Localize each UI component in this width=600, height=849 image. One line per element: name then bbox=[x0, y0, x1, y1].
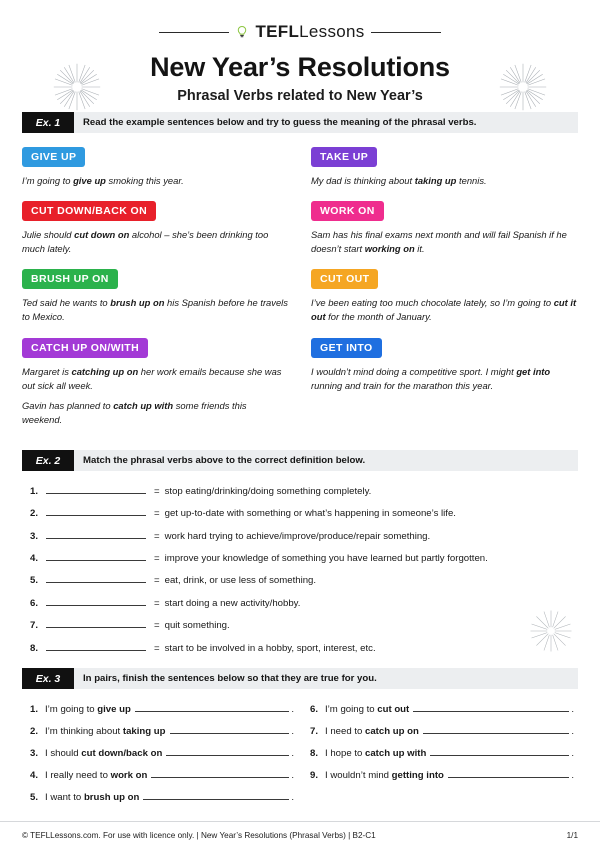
answer-blank[interactable] bbox=[46, 550, 146, 561]
definition-row bbox=[30, 617, 574, 634]
sentence-end-punctuation: . bbox=[291, 704, 294, 716]
sentence-stem: I’m going to give up bbox=[45, 704, 131, 716]
brand-rule-right bbox=[371, 32, 441, 33]
example-sentence: Margaret is catching up on her work emails because she was out sick all week. bbox=[22, 365, 282, 391]
answer-blank[interactable] bbox=[46, 483, 146, 494]
exercise-1-body bbox=[22, 147, 578, 440]
answer-blank[interactable] bbox=[46, 572, 146, 583]
sentence-blank[interactable] bbox=[151, 767, 289, 778]
equals-sign: = bbox=[154, 620, 160, 632]
sentence-end-punctuation: . bbox=[571, 748, 574, 760]
sentence-blank[interactable] bbox=[413, 701, 569, 712]
phrasal-verb-label: TAKE UP bbox=[311, 147, 377, 167]
definition-text: eat, drink, or use less of something. bbox=[164, 575, 317, 587]
finish-sentence-row bbox=[310, 767, 574, 783]
sentence-end-punctuation: . bbox=[291, 791, 294, 803]
definition-list bbox=[30, 483, 574, 656]
sentence-number: 6. bbox=[310, 704, 319, 716]
finish-sentence-row bbox=[310, 723, 574, 739]
sentence-end-punctuation: . bbox=[291, 748, 294, 760]
exercise-3-instruction: In pairs, finish the sentences below so that they are true for you. bbox=[83, 673, 377, 685]
exercise-3-body bbox=[30, 701, 574, 810]
exercise-1-right-column bbox=[311, 147, 578, 440]
equals-sign: = bbox=[154, 508, 160, 520]
equals-sign: = bbox=[154, 553, 160, 565]
answer-blank[interactable] bbox=[46, 640, 146, 651]
exercise-3-header bbox=[22, 668, 578, 689]
sentence-number: 8. bbox=[310, 748, 319, 760]
definition-number: 3. bbox=[30, 530, 39, 542]
finish-sentence-row bbox=[30, 723, 294, 739]
phrasal-verb-label: CUT DOWN/BACK ON bbox=[22, 201, 156, 221]
phrasal-verb-label: GET INTO bbox=[311, 338, 382, 358]
definition-number: 6. bbox=[30, 597, 39, 609]
sentence-number: 3. bbox=[30, 748, 39, 760]
sentence-blank[interactable] bbox=[143, 789, 289, 800]
sentence-number: 7. bbox=[310, 726, 319, 738]
definition-row bbox=[30, 572, 574, 589]
definition-text: start doing a new activity/hobby. bbox=[164, 597, 301, 609]
sentence-end-punctuation: . bbox=[571, 704, 574, 716]
sentence-stem: I want to brush up on bbox=[45, 791, 140, 803]
phrasal-verb-block bbox=[311, 269, 578, 324]
exercise-3-right-column bbox=[310, 701, 574, 810]
phrasal-verb-block bbox=[22, 201, 289, 256]
brand-name-light: Lessons bbox=[299, 22, 365, 41]
definition-text: start to be involved in a hobby, sport, interest, etc. bbox=[164, 642, 376, 654]
sentence-stem: I’m thinking about taking up bbox=[45, 726, 166, 738]
firework-burst-left-icon bbox=[48, 58, 106, 116]
footer-licence-text: © TEFLLessons.com. For use with licence only. | New Year’s Resolutions (Phrasal Verbs) | B2-C1 bbox=[22, 831, 376, 840]
exercise-2-instruction: Match the phrasal verbs above to the correct definition below. bbox=[83, 455, 366, 467]
sentence-number: 5. bbox=[30, 791, 39, 803]
definition-row bbox=[30, 595, 574, 612]
definition-text: stop eating/drinking/doing something completely. bbox=[164, 486, 372, 498]
exercise-1-left-column bbox=[22, 147, 289, 440]
answer-blank[interactable] bbox=[46, 528, 146, 539]
equals-sign: = bbox=[154, 575, 160, 587]
definition-row bbox=[30, 640, 574, 657]
brand-name-bold: TEFL bbox=[255, 22, 300, 41]
sentence-stem: I really need to work on bbox=[45, 769, 148, 781]
firework-burst-right-icon bbox=[494, 58, 552, 116]
definition-text: quit something. bbox=[164, 620, 230, 632]
page-subtitle: Phrasal Verbs related to New Year’s bbox=[177, 88, 423, 105]
sentence-stem: I should cut down/back on bbox=[45, 748, 163, 760]
equals-sign: = bbox=[154, 486, 160, 498]
phrasal-verb-block bbox=[22, 147, 289, 188]
exercise-1-tag: Ex. 1 bbox=[22, 112, 74, 133]
finish-sentence-row bbox=[30, 745, 294, 761]
firework-burst-small-icon bbox=[524, 604, 578, 658]
phrasal-verb-block bbox=[311, 201, 578, 256]
exercise-2-header bbox=[22, 450, 578, 471]
finish-sentence-row bbox=[30, 767, 294, 783]
example-sentence: I wouldn’t mind doing a competitive sport. I might get into running and train for the marathon this year. bbox=[311, 365, 551, 391]
example-sentence: Sam has his final exams next month and will fail Spanish if he doesn’t start working on it. bbox=[311, 229, 567, 255]
phrasal-verb-block bbox=[22, 338, 289, 427]
equals-sign: = bbox=[154, 642, 160, 654]
sentence-end-punctuation: . bbox=[571, 769, 574, 781]
example-sentence: Ted said he wants to brush up on his Spanish before he travels to Mexico. bbox=[22, 297, 288, 323]
equals-sign: = bbox=[154, 530, 160, 542]
exercise-3-tag: Ex. 3 bbox=[22, 668, 74, 689]
sentence-end-punctuation: . bbox=[291, 726, 294, 738]
sentence-stem: I need to catch up on bbox=[325, 726, 419, 738]
definition-number: 2. bbox=[30, 508, 39, 520]
sentence-blank[interactable] bbox=[430, 745, 569, 756]
footer-page-number: 1/1 bbox=[566, 831, 578, 840]
sentence-end-punctuation: . bbox=[571, 726, 574, 738]
definition-text: work hard trying to achieve/improve/produce/repair something. bbox=[164, 530, 431, 542]
definition-row bbox=[30, 483, 574, 500]
phrasal-verb-block bbox=[22, 269, 289, 324]
definition-number: 7. bbox=[30, 620, 39, 632]
phrasal-verb-label: CATCH UP ON/WITH bbox=[22, 338, 148, 358]
definition-row bbox=[30, 550, 574, 567]
exercise-2-tag: Ex. 2 bbox=[22, 450, 74, 471]
example-sentence: Gavin has planned to catch up with some friends this weekend. bbox=[22, 399, 247, 425]
brand-rule-left bbox=[159, 32, 229, 33]
lightbulb-icon bbox=[235, 25, 249, 39]
page-footer bbox=[0, 821, 600, 849]
finish-sentence-row bbox=[30, 789, 294, 805]
finish-sentence-row bbox=[310, 745, 574, 761]
exercise-3-left-column bbox=[30, 701, 294, 810]
phrasal-verb-block bbox=[311, 147, 578, 188]
definition-text: get up-to-date with something or what’s happening in someone’s life. bbox=[164, 508, 456, 520]
example-sentence: I’ve been eating too much chocolate lately, so I’m going to cut it out for the month of January. bbox=[311, 297, 577, 323]
definition-number: 1. bbox=[30, 486, 39, 498]
sentence-number: 4. bbox=[30, 769, 39, 781]
sentence-number: 9. bbox=[310, 769, 319, 781]
definition-row bbox=[30, 528, 574, 545]
example-sentence: Julie should cut down on alcohol – she’s been drinking too much lately. bbox=[22, 229, 269, 255]
example-sentence: I’m going to give up smoking this year. bbox=[22, 175, 184, 187]
brand-header bbox=[0, 0, 600, 42]
example-sentence: My dad is thinking about taking up tennis. bbox=[311, 175, 487, 187]
phrasal-verb-label: GIVE UP bbox=[22, 147, 85, 167]
brand-name bbox=[255, 22, 364, 42]
definition-number: 8. bbox=[30, 642, 39, 654]
sentence-blank[interactable] bbox=[423, 723, 569, 734]
phrasal-verb-label: BRUSH UP ON bbox=[22, 269, 118, 289]
definition-text: improve your knowledge of something you have learned but partly forgotten. bbox=[164, 553, 488, 565]
phrasal-verb-label: WORK ON bbox=[311, 201, 384, 221]
definition-number: 4. bbox=[30, 553, 39, 565]
title-block bbox=[0, 52, 600, 112]
sentence-number: 1. bbox=[30, 704, 39, 716]
phrasal-verb-block bbox=[311, 338, 578, 393]
sentence-stem: I hope to catch up with bbox=[325, 748, 427, 760]
sentence-end-punctuation: . bbox=[291, 769, 294, 781]
finish-sentence-row bbox=[30, 701, 294, 717]
definition-row bbox=[30, 505, 574, 522]
sentence-stem: I wouldn’t mind getting into bbox=[325, 769, 444, 781]
definition-number: 5. bbox=[30, 575, 39, 587]
phrasal-verb-label: CUT OUT bbox=[311, 269, 378, 289]
sentence-blank[interactable] bbox=[166, 745, 289, 756]
finish-sentence-row bbox=[310, 701, 574, 717]
answer-blank[interactable] bbox=[46, 595, 146, 606]
answer-blank[interactable] bbox=[46, 617, 146, 628]
exercise-2-body bbox=[30, 483, 574, 656]
page-title: New Year’s Resolutions bbox=[150, 52, 450, 82]
sentence-stem: I’m going to cut out bbox=[325, 704, 410, 716]
sentence-blank[interactable] bbox=[448, 767, 569, 778]
sentence-blank[interactable] bbox=[135, 701, 289, 712]
sentence-number: 2. bbox=[30, 726, 39, 738]
equals-sign: = bbox=[154, 597, 160, 609]
answer-blank[interactable] bbox=[46, 505, 146, 516]
sentence-blank[interactable] bbox=[170, 723, 290, 734]
exercise-1-instruction: Read the example sentences below and try to guess the meaning of the phrasal verbs. bbox=[83, 117, 477, 129]
